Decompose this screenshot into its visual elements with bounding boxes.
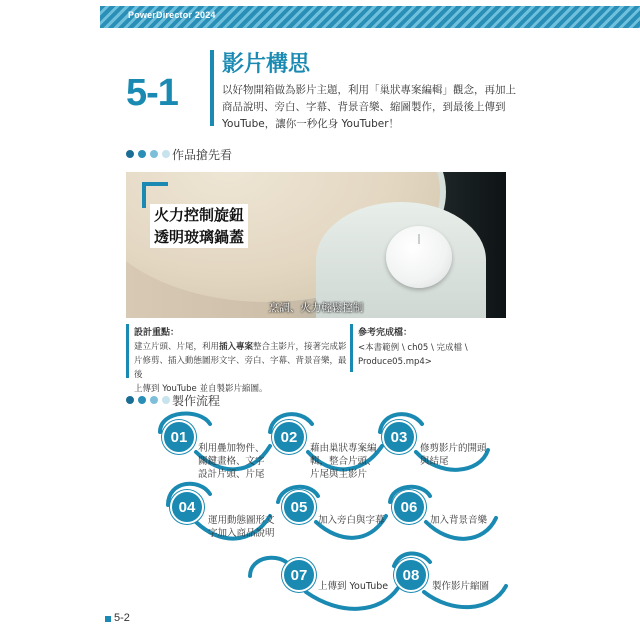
reference-title: 參考完成檔：	[358, 328, 413, 338]
step-02-label	[310, 442, 377, 481]
step-text: 藉由巢狀專案編	[310, 443, 377, 454]
section-title: 影片構思	[222, 52, 311, 77]
step-07-label	[318, 580, 388, 593]
step-04-label	[208, 514, 275, 540]
book-title: PowerDirector 2024	[128, 10, 216, 20]
step-02-circle: 02	[272, 420, 306, 454]
notes-line: 上傳到 YouTube 並自製影片縮圖。	[134, 384, 268, 394]
notes-line: 片修剪、插入動態圖形文字、旁白、字幕、背景音樂，最後	[134, 356, 347, 380]
step-text: 加入旁白與字幕	[318, 515, 385, 526]
caption-line-1: 火力控制旋鈕	[150, 204, 248, 226]
step-08-circle: 08	[394, 558, 428, 592]
step-08-label	[432, 580, 489, 593]
step-text: 加入背景音樂	[430, 515, 488, 526]
step-text: 與結尾	[420, 456, 449, 467]
reference-path: <本書範例 \ ch05 \ 完成檔 \ Produce05.mp4>	[358, 343, 468, 367]
preview-heading: 作品搶先看	[172, 148, 233, 162]
step-05-circle: 05	[282, 490, 316, 524]
section-number: 5-1	[126, 72, 178, 114]
video-subtitle: 烹調、火力輕鬆控制	[268, 302, 364, 314]
intro-line: 以好物開箱做為影片主題，利用「巢狀專案編輯」觀念，再加上	[222, 84, 516, 96]
step-07-circle: 07	[282, 558, 316, 592]
step-text: 上傳到 YouTube	[318, 581, 389, 592]
step-06-circle: 06	[392, 490, 426, 524]
step-05-label	[318, 514, 385, 527]
step-01-circle: 01	[162, 420, 196, 454]
design-notes-title: 設計重點：	[134, 328, 180, 338]
step-text: 製作影片縮圖	[432, 581, 490, 592]
step-text: 輯，整合片頭、	[310, 456, 377, 467]
step-text: 字加入商品說明	[208, 528, 275, 539]
notes-text: 建立片頭、片尾，利用	[134, 342, 220, 352]
page-number: 5-2	[114, 612, 130, 624]
step-text: 利用疊加物件、	[198, 443, 265, 454]
step-03-circle: 03	[382, 420, 416, 454]
step-text: 關鍵畫格、文字	[198, 456, 265, 467]
step-text: 片尾與主影片	[310, 469, 368, 480]
step-text: 運用動態圖形文	[208, 515, 275, 526]
step-03-label	[420, 442, 487, 468]
step-01-label	[198, 442, 265, 481]
caption-line-2: 透明玻璃鍋蓋	[150, 226, 248, 248]
page-marker	[105, 616, 111, 622]
notes-emphasis: 插入專案	[219, 342, 254, 352]
step-04-circle: 04	[170, 490, 204, 524]
step-text: 修剪影片的開頭	[420, 443, 487, 454]
notes-text: 整合主影片，接著完成影	[253, 342, 347, 352]
step-text: 設計片頭、片尾	[198, 469, 265, 480]
intro-line: YouTube，讓你一秒化身 YouTuber！	[222, 118, 400, 130]
workflow-heading: 製作流程	[172, 394, 221, 408]
step-06-label	[430, 514, 487, 527]
intro-line: 商品說明、旁白、字幕、背景音樂、縮圖製作，到最後上傳到	[222, 101, 506, 113]
